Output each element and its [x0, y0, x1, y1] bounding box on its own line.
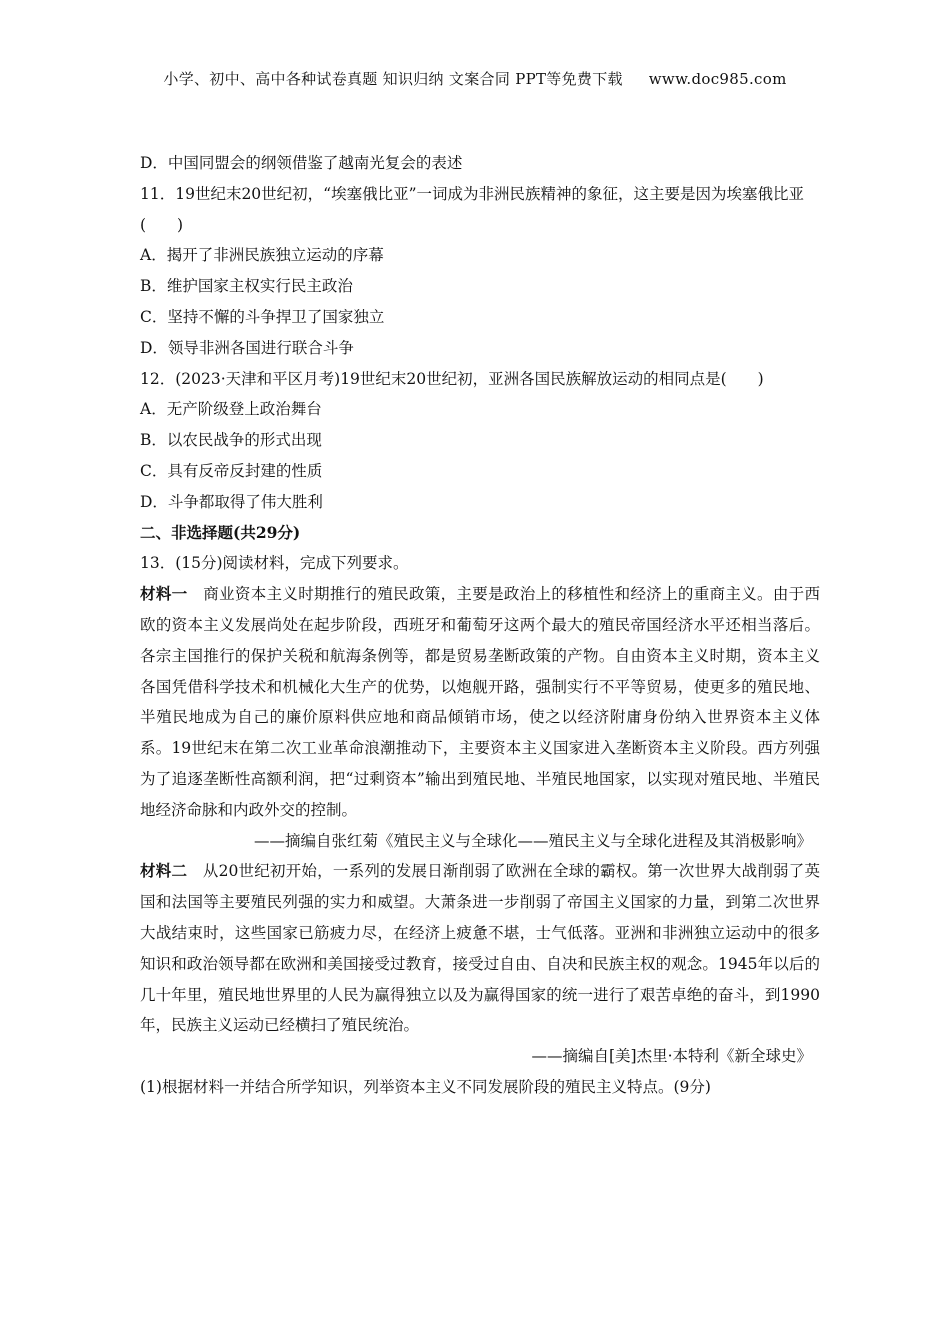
- q12-option-b: B．以农民战争的形式出现: [140, 431, 322, 450]
- material-1-label: 材料一: [140, 584, 188, 604]
- q12-option-c: C．具有反帝反封建的性质: [140, 461, 323, 480]
- q10-option-d: D．中国同盟会的纲领借鉴了越南光复会的表述: [140, 154, 463, 172]
- material-1-text: 商业资本主义时期推行的殖民政策，主要是政治上的移植性和经济上的重商主义。由于西欧的资本主义发展尚处在起步阶段，西班牙和葡萄牙这两个最大的殖民帝国经济水平还相当落后。各宗主国推行的保护关税和航海条例等，都是贸易垄断政策的产物。自由资本主义时期，资本主义各国凭借科学技术和机械化大生产的优势，以炮舰开路，强制实行不平等贸易，使更多的殖民地、半殖民地成为自己的廉价原料供应地和商品倾销市场，使之以经济附庸身份纳入世界资本主义体系。19世纪末在第二次工业革命浪潮推动下，主要资本主义国家进入垄断资本主义阶段。西方列强为了追逐垄断性高额利润，把“过剩资本”输出到殖民地、半殖民地国家，以实现对殖民地、半殖民地经济命脉和内政外交的控制。: [140, 585, 820, 819]
- header-text: 小学、初中、高中各种试卷真题 知识归纳 文案合同 PPT等免费下载: [163, 70, 623, 88]
- q13-sub1: (1)根据材料一并结合所学知识，列举资本主义不同发展阶段的殖民主义特点。(9分): [140, 1077, 711, 1096]
- material-2-text: 从20世纪初开始，一系列的发展日渐削弱了欧洲在全球的霸权。第一次世界大战削弱了英国和法国等主要殖民列强的实力和威望。大萧条进一步削弱了帝国主义国家的力量，到第二次世界大战结束时，这些国家已筋疲力尽，在经济上疲惫不堪，士气低落。亚洲和非洲独立运动中的很多知识和政治领导都在欧洲和美国接受过教育，接受过自由、自决和民族主权的观念。1945年以后的几十年里，殖民地世界里的人民为赢得独立以及为赢得国家的统一进行了艰苦卓绝的奋斗，到1990年，民族主义运动已经横扫了殖民统治。: [140, 862, 820, 1035]
- q12-option-d: D．斗争都取得了伟大胜利: [140, 492, 323, 511]
- q11-option-c: C．坚持不懈的斗争捍卫了国家独立: [140, 307, 385, 326]
- q13-stem: 13．(15分)阅读材料，完成下列要求。: [140, 554, 409, 573]
- material-1: [140, 579, 820, 825]
- material-2-label: 材料二: [140, 861, 188, 881]
- q11-stem: 11．19世纪末20世纪初，“埃塞俄比亚”一词成为非洲民族精神的象征，这主要是因为埃塞俄比亚( ): [140, 184, 805, 234]
- header-site-link[interactable]: www.doc985.com: [648, 70, 787, 88]
- q11-option-b: B．维护国家主权实行民主政治: [140, 277, 353, 296]
- section-title: 二、非选择题(共29分): [140, 522, 301, 542]
- page-header: [0, 68, 950, 89]
- q11-option-d: D．领导非洲各国进行联合斗争: [140, 338, 354, 357]
- material-2-source: ——摘编自[美]杰里·本特利《新全球史》: [531, 1047, 812, 1066]
- q12-stem: 12．(2023·天津和平区月考)19世纪末20世纪初，亚洲各国民族解放运动的相同点是( ): [140, 369, 764, 388]
- q11-option-a: A．揭开了非洲民族独立运动的序幕: [140, 246, 384, 265]
- exam-content: [140, 148, 820, 1103]
- material-2: [140, 856, 820, 1041]
- q12-option-a: A．无产阶级登上政治舞台: [140, 400, 322, 419]
- material-1-source: ——摘编自张红菊《殖民主义与全球化——殖民主义与全球化进程及其消极影响》: [253, 831, 812, 850]
